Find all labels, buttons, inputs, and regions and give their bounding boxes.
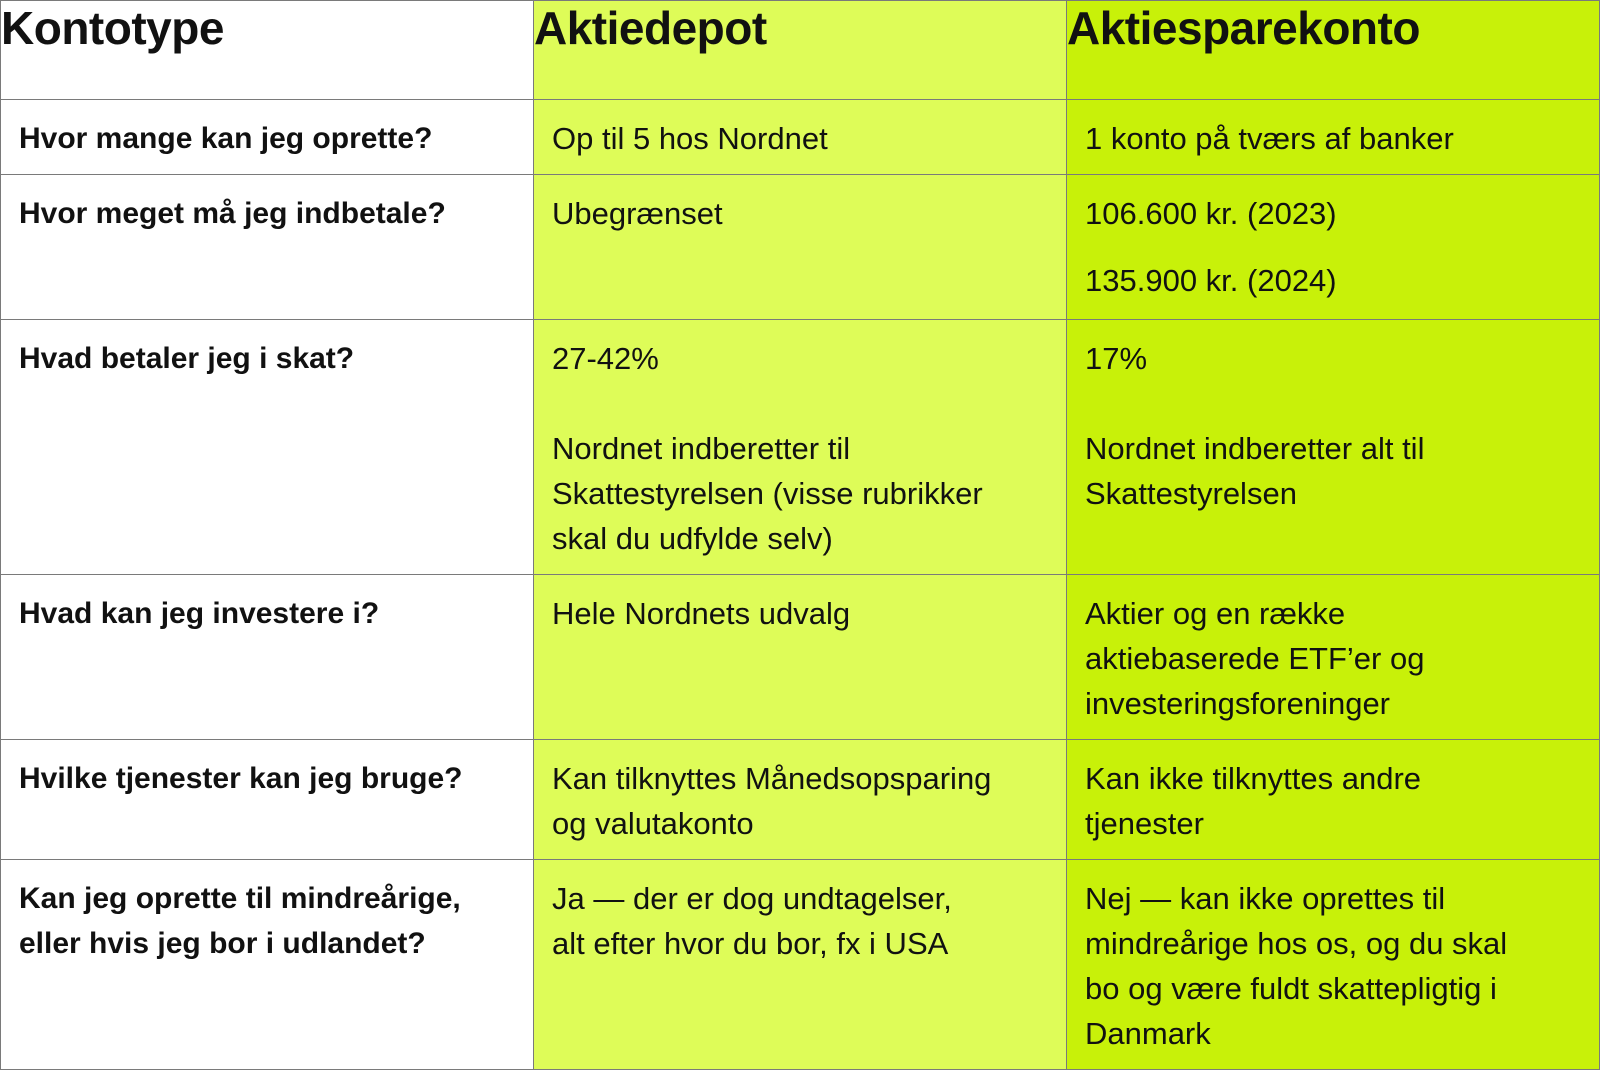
value-line: tjenester xyxy=(1085,806,1204,841)
value-line: bo og være fuldt skattepligtig i xyxy=(1085,971,1497,1006)
row-question xyxy=(1,320,534,575)
value-line: Ja — der er dog undtagelser, xyxy=(552,881,952,916)
value-line: Hele Nordnets udvalg xyxy=(552,596,851,631)
value-line: Nordnet indberetter alt til xyxy=(1085,431,1425,466)
value-line: Aktier og en række xyxy=(1085,596,1346,631)
row-question xyxy=(1,740,534,860)
table-row xyxy=(1,740,1600,860)
row-aktiesparekonto-value xyxy=(1067,320,1600,575)
value-line: og valutakonto xyxy=(552,806,754,841)
value-line: skal du udfylde selv) xyxy=(552,521,833,556)
value-line: Kan ikke tilknyttes andre xyxy=(1085,761,1422,796)
value-line: 1 konto på tværs af banker xyxy=(1085,121,1454,156)
question-line: Hvad betaler jeg i skat? xyxy=(19,342,355,375)
value-line: Skattestyrelsen (visse rubrikker xyxy=(552,476,983,511)
row-aktiedepot-value xyxy=(534,320,1067,575)
value-line: Danmark xyxy=(1085,1016,1211,1051)
row-aktiesparekonto-value xyxy=(1067,575,1600,740)
value-line: Nej — kan ikke oprettes til xyxy=(1085,881,1446,916)
table-row xyxy=(1,575,1600,740)
value-line: Skattestyrelsen xyxy=(1085,476,1297,511)
question-line: eller hvis jeg bor i udlandet? xyxy=(19,927,426,960)
row-question xyxy=(1,100,534,175)
header-aktiesparekonto: Aktiesparekonto xyxy=(1067,1,1600,100)
value-line: 106.600 kr. (2023) xyxy=(1085,196,1337,231)
row-aktiedepot-value xyxy=(534,860,1067,1070)
value-line: investeringsforeninger xyxy=(1085,686,1391,721)
header-row xyxy=(1,1,1600,100)
row-aktiedepot-value xyxy=(534,575,1067,740)
header-kontotype: Kontotype xyxy=(1,1,534,100)
question-line: Kan jeg oprette til mindreårige, xyxy=(19,882,461,915)
table-row xyxy=(1,320,1600,575)
table-row xyxy=(1,175,1600,320)
value-line: mindreårige hos os, og du skal xyxy=(1085,926,1508,961)
row-question xyxy=(1,175,534,320)
row-aktiesparekonto-value xyxy=(1067,100,1600,175)
question-line: Hvilke tjenester kan jeg bruge? xyxy=(19,762,463,795)
row-aktiesparekonto-value xyxy=(1067,175,1600,320)
value-line: Ubegrænset xyxy=(552,196,723,231)
value-line: 27-42% xyxy=(552,341,659,376)
question-line: Hvad kan jeg investere i? xyxy=(19,597,380,630)
question-line: Hvor meget må jeg indbetale? xyxy=(19,197,446,230)
value-line: alt efter hvor du bor, fx i USA xyxy=(552,926,949,961)
value-line: Kan tilknyttes Månedsopsparing xyxy=(552,761,992,796)
row-question xyxy=(1,575,534,740)
value-line: aktiebaserede ETF’er og xyxy=(1085,641,1425,676)
row-aktiesparekonto-value xyxy=(1067,740,1600,860)
row-aktiedepot-value xyxy=(534,740,1067,860)
value-line: Op til 5 hos Nordnet xyxy=(552,121,828,156)
value-line: 17% xyxy=(1085,341,1148,376)
row-question xyxy=(1,860,534,1070)
table-row xyxy=(1,100,1600,175)
table-row xyxy=(1,860,1600,1070)
value-line: Nordnet indberetter til xyxy=(552,431,851,466)
value-line: 135.900 kr. (2024) xyxy=(1085,263,1337,298)
row-aktiedepot-value xyxy=(534,100,1067,175)
header-aktiedepot: Aktiedepot xyxy=(534,1,1067,100)
row-aktiesparekonto-value xyxy=(1067,860,1600,1070)
question-line: Hvor mange kan jeg oprette? xyxy=(19,122,433,155)
row-aktiedepot-value xyxy=(534,175,1067,320)
